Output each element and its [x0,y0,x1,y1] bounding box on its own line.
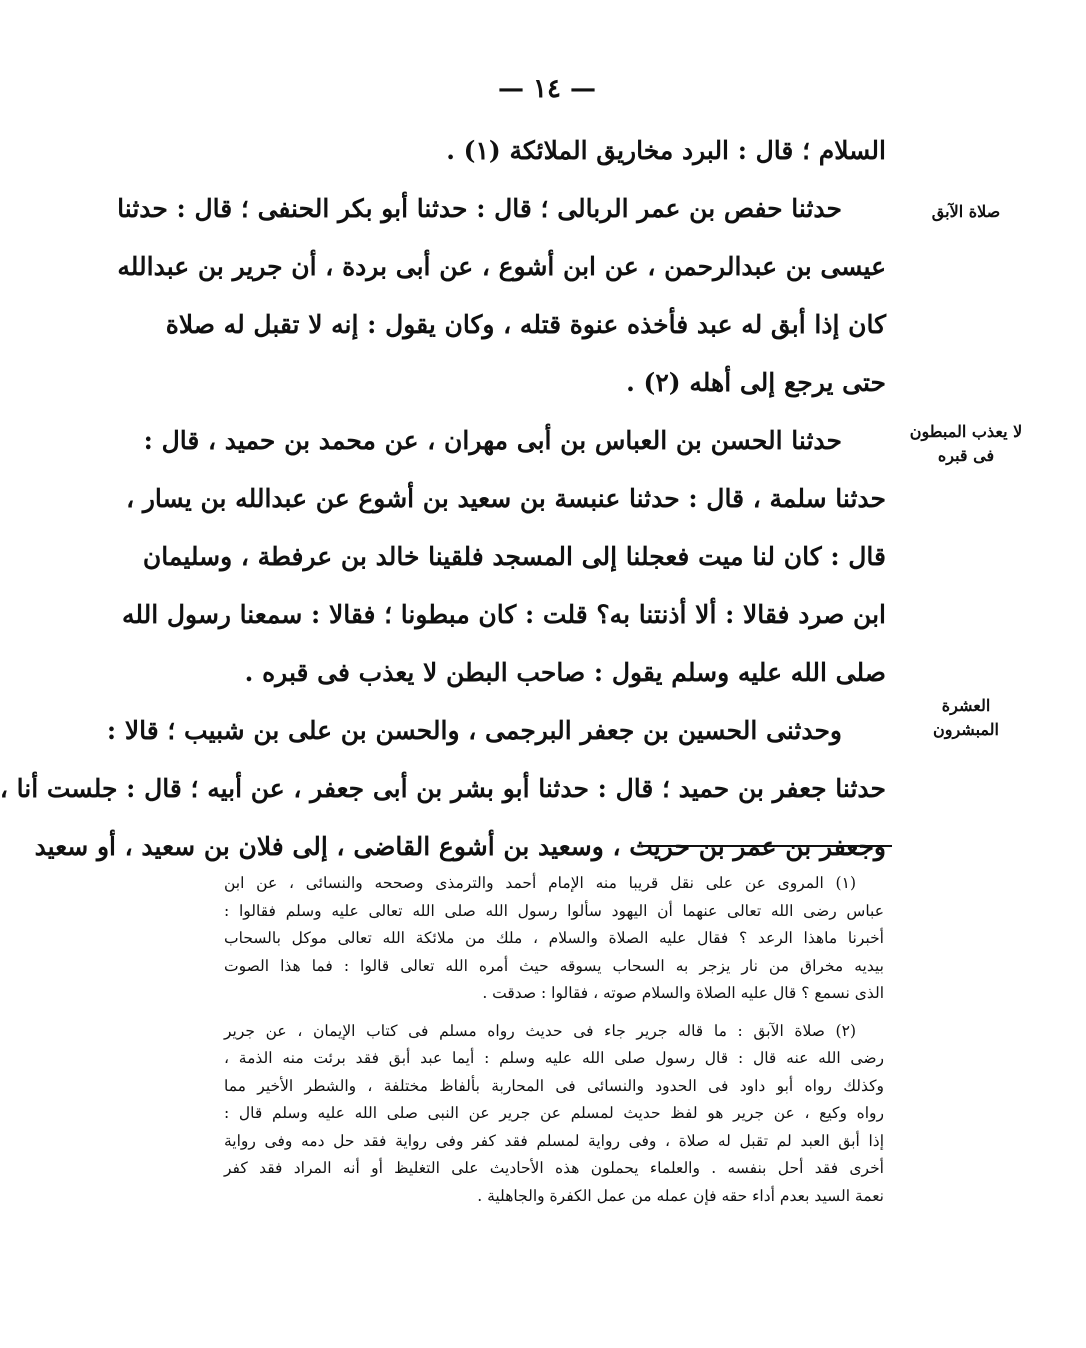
footnote-gap [224,1008,884,1018]
footnote-line: الذى نسمع ؟ قال عليه الصلاة والسلام صوته ، فقالوا : صدقت . [482,984,884,1002]
footnote-line: نعمة السيد بعدم أداء حقه فإن عمله من عمل الكفرة والجاهلية . [477,1186,884,1205]
text-line: حتى يرجع إلى أهله (٢) . [626,368,886,397]
footnote-line: بيديه مخراق من نار يزجر به السحاب يسوقه حيث أمره الله تعالى قالوا : فما هذا الصوت [224,956,884,975]
main-text [0,122,886,876]
text-line: السلام ؛ قال : البرد مخاريق الملائكة (١) . [446,136,886,165]
footnote-line: إذا أبق العبد لم تقبل له صلاة ، وفى رواية لمسلم فقد كفر وفى رواية فقد حل دمه وفى رواية [224,1131,884,1150]
footnote-line: (١) المروى عن على نقل قريبا منه الإمام أحمد والترمذى وصححه والنسائى ، عن ابن [224,874,856,892]
footnote-separator [642,845,892,847]
footnote-line: أخبرنا ماهذا الرعد ؟ فقال عليه الصلاة والسلام ، ملك من ملائكة الله تعالى موكل بالسحاب [224,929,884,947]
footnote-line: عباس رضى الله تعالى عنهما أن اليهود سألوا رسول الله صلى الله تعالى عليه وسلم فقالوا : [224,901,884,920]
text-line: كان إذا أبق له عبد فأخذه عنوة قتله ، وكان يقول : إنه لا تقبل له صلاة [165,310,886,339]
footnote-line: (٢) صلاة الآبق : ما قاله جرير جاء فى حديث رواه مسلم فى كتاب الإيمان ، عن جرير [224,1021,856,1040]
text-line: ابن صرد فقالا : ألا أذنتنا به؟ قلت : كان مبطونا ؛ فقالا : سمعنا رسول الله [121,600,886,629]
text-line: صلى الله عليه وسلم يقول : صاحب البطن لا يعذب فى قبره . [244,658,886,687]
text-line: حدثنا حفص بن عمر الربالى ؛ قال : حدثنا أبو بكر الحنفى ؛ قال : حدثنا [117,194,842,223]
text-line: وجعفر بن عمر بن حريث ، وسعيد بن أشوع القاضى ، إلى فلان بن سعيد ، أو سعيد [34,832,886,861]
footnote-line: أخرى فقد أحل بنفسه . والعلماء يحملون هذه الأحاديث على التغليظ أو أنه المراد فقد كفر [224,1159,884,1177]
text-line: عيسى بن عبدالرحمن ، عن ابن أشوع ، عن أبى بردة ، أن جرير بن عبدالله [117,252,886,281]
margin-note-ten-promised-paradise: العشرة المبشرون [933,696,999,739]
page-number: — ١٤ — [497,74,597,104]
text-line: حدثنا الحسن بن العباس بن أبى مهران ، عن محمد بن حميد ، قال : [143,426,842,455]
footnotes [224,870,884,1210]
footnote-line: رضى الله عنه قال : قال رسول صلى الله عليه وسلم : أيما عبد أبق فقد برئت منه الذمة ، [224,1049,884,1067]
margin-note-abdominal-death: لا يعذب المبطون فى قبره [909,422,1023,465]
text-line: وحدثنى الحسين بن جعفر البرجمى ، والحسن بن على بن شبيب ؛ قالا : [106,716,842,745]
text-line: حدثنا جعفر بن حميد ؛ قال : حدثنا أبو بشر بن أبى جعفر ، عن أبيه ؛ قال : جلست أنا ، [0,774,886,803]
text-line: حدثنا سلمة ، قال : حدثنا عنبسة بن سعيد بن أشوع عن عبدالله بن يسار ، [126,484,886,513]
footnote-line: رواه وكيع ، عن جرير هو لفظ حديث لمسلم عن جرير عن النبى صلى الله عليه وسلم قال : [224,1104,884,1122]
footnote-line: وكذلك رواه أبو داود فى الحدود والنسائى فى المحاربة بألفاظ مختلفة ، والشطر الأخير مما [224,1076,884,1095]
text-line: قال : كان لنا ميت فعجلنا إلى المسجد فلقينا خالد بن عرفطة ، وسليمان [142,542,886,571]
margin-note-absconding-slave-prayer: صلاة الآبق [931,202,1001,221]
